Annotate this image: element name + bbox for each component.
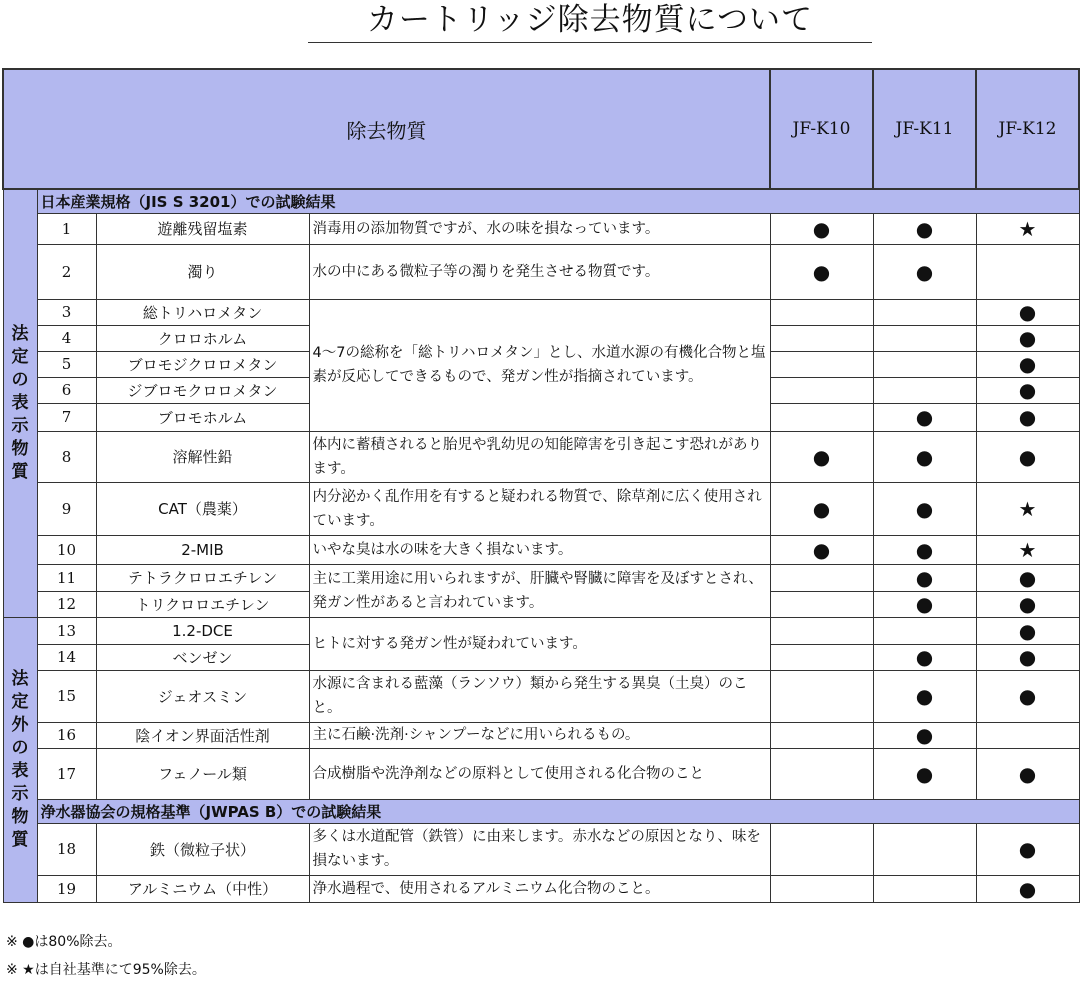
removal-mark-k12: [976, 244, 1079, 299]
side-label-text: 法定外の表示物質: [11, 668, 29, 850]
row-number: 10: [37, 535, 96, 564]
substance-description: 合成樹脂や洗浄剤などの原料として使用される化合物のこと: [309, 748, 770, 799]
substance-description: いやな臭は水の味を大きく損ないます。: [309, 535, 770, 564]
removal-substances-table: [2, 68, 1080, 903]
removal-mark-k11-circle-icon: ●: [873, 535, 976, 564]
removal-mark-k12-circle-icon: ●: [976, 875, 1079, 902]
removal-mark-k12-circle-icon: ●: [976, 299, 1079, 325]
table-row: [3, 299, 1079, 325]
removal-mark-k10: [770, 875, 873, 902]
note-circle: ※ ●は80%除去。: [6, 934, 122, 950]
header-model-k11: JF-K11: [873, 69, 976, 189]
row-number: 7: [37, 403, 96, 431]
removal-mark-k10-circle-icon: ●: [770, 244, 873, 299]
removal-mark-k12-circle-icon: ●: [976, 403, 1079, 431]
removal-mark-k10: [770, 748, 873, 799]
substance-name: ジブロモクロロメタン: [96, 377, 309, 403]
removal-mark-k11-circle-icon: ●: [873, 644, 976, 670]
removal-mark-k12-star-icon: ★: [976, 535, 1079, 564]
row-number: 15: [37, 670, 96, 722]
substance-name: 遊離残留塩素: [96, 213, 309, 244]
removal-mark-k12-circle-icon: ●: [976, 325, 1079, 351]
removal-mark-k11: [873, 325, 976, 351]
substance-description: 主に工業用途に用いられますが、肝臓や腎臓に障害を及ぼすとされ、発ガン性があると言われています。: [309, 564, 770, 617]
removal-mark-k11-circle-icon: ●: [873, 591, 976, 617]
removal-mark-k10: [770, 670, 873, 722]
table-row: [3, 431, 1079, 482]
table-row: [3, 482, 1079, 535]
substance-name: 陰イオン界面活性剤: [96, 722, 309, 748]
substance-description: 4〜7の総称を「総トリハロメタン」とし、水道水源の有機化合物と塩素が反応してできるもので、発ガン性が指摘されています。: [309, 299, 770, 431]
substance-name: 溶解性鉛: [96, 431, 309, 482]
header-substances: 除去物質: [3, 69, 770, 189]
table-row: [3, 564, 1079, 591]
table-header: [3, 69, 1079, 189]
removal-mark-k10: [770, 351, 873, 377]
removal-mark-k10: [770, 644, 873, 670]
row-number: 13: [37, 617, 96, 644]
row-number: 1: [37, 213, 96, 244]
removal-mark-k11-circle-icon: ●: [873, 403, 976, 431]
substance-name: フェノール類: [96, 748, 309, 799]
substance-name: アルミニウム（中性）: [96, 875, 309, 902]
removal-mark-k10: [770, 377, 873, 403]
table-row: [3, 875, 1079, 902]
row-number: 18: [37, 823, 96, 875]
removal-mark-k12-circle-icon: ●: [976, 351, 1079, 377]
header-model-k10: JF-K10: [770, 69, 873, 189]
removal-mark-k10: [770, 325, 873, 351]
removal-mark-k12-circle-icon: ●: [976, 431, 1079, 482]
removal-mark-k10: [770, 564, 873, 591]
removal-mark-k11-circle-icon: ●: [873, 670, 976, 722]
removal-mark-k11: [873, 617, 976, 644]
table-row: [3, 213, 1079, 244]
substance-name: 濁り: [96, 244, 309, 299]
removal-mark-k12-circle-icon: ●: [976, 617, 1079, 644]
substance-description: 多くは水道配管（鉄管）に由来します。赤水などの原因となり、味を損ないます。: [309, 823, 770, 875]
row-number: 3: [37, 299, 96, 325]
removal-mark-k11: [873, 823, 976, 875]
side-label: [3, 189, 37, 617]
row-number: 5: [37, 351, 96, 377]
removal-mark-k12-star-icon: ★: [976, 213, 1079, 244]
section-title: 浄水器協会の規格基準（JWPAS B）での試験結果: [37, 799, 1079, 823]
table-row: [3, 535, 1079, 564]
table-row: [3, 722, 1079, 748]
substance-description: 浄水過程で、使用されるアルミニウム化合物のこと。: [309, 875, 770, 902]
substance-name: 総トリハロメタン: [96, 299, 309, 325]
row-number: 2: [37, 244, 96, 299]
substance-name: ブロモホルム: [96, 403, 309, 431]
substance-description: 主に石鹸·洗剤·シャンプーなどに用いられるもの。: [309, 722, 770, 748]
removal-mark-k10: [770, 403, 873, 431]
removal-mark-k10-circle-icon: ●: [770, 431, 873, 482]
substance-description: 消毒用の添加物質ですが、水の味を損なっています。: [309, 213, 770, 244]
removal-mark-k12-circle-icon: ●: [976, 377, 1079, 403]
substance-name: 2-MIB: [96, 535, 309, 564]
removal-mark-k12-star-icon: ★: [976, 482, 1079, 535]
row-number: 4: [37, 325, 96, 351]
substance-name: CAT（農薬）: [96, 482, 309, 535]
removal-mark-k12-circle-icon: ●: [976, 591, 1079, 617]
removal-mark-k11-circle-icon: ●: [873, 722, 976, 748]
row-number: 8: [37, 431, 96, 482]
removal-mark-k10-circle-icon: ●: [770, 482, 873, 535]
removal-mark-k10: [770, 823, 873, 875]
table-row: [3, 670, 1079, 722]
substance-name: ジェオスミン: [96, 670, 309, 722]
substance-name: クロロホルム: [96, 325, 309, 351]
removal-mark-k10: [770, 299, 873, 325]
table-row: [3, 244, 1079, 299]
substance-name: 1.2-DCE: [96, 617, 309, 644]
row-number: 19: [37, 875, 96, 902]
row-number: 11: [37, 564, 96, 591]
removal-mark-k11-circle-icon: ●: [873, 213, 976, 244]
row-number: 12: [37, 591, 96, 617]
removal-mark-k10-circle-icon: ●: [770, 213, 873, 244]
substance-name: 鉄（微粒子状）: [96, 823, 309, 875]
note-star: ※ ★は自社基準にて95%除去。: [6, 962, 206, 978]
table-row: [3, 823, 1079, 875]
removal-mark-k12: [976, 722, 1079, 748]
substance-description: 内分泌かく乱作用を有すると疑われる物質で、除草剤に広く使用されています。: [309, 482, 770, 535]
removal-mark-k11-circle-icon: ●: [873, 431, 976, 482]
substance-name: ブロモジクロロメタン: [96, 351, 309, 377]
removal-mark-k11: [873, 299, 976, 325]
removal-mark-k11-circle-icon: ●: [873, 748, 976, 799]
removal-mark-k11-circle-icon: ●: [873, 482, 976, 535]
removal-mark-k12-circle-icon: ●: [976, 644, 1079, 670]
side-label: [3, 617, 37, 902]
row-number: 9: [37, 482, 96, 535]
substance-description: ヒトに対する発ガン性が疑われています。: [309, 617, 770, 670]
header-model-k12: JF-K12: [976, 69, 1079, 189]
substance-description: 水の中にある微粒子等の濁りを発生させる物質です。: [309, 244, 770, 299]
substance-description: 水源に含まれる藍藻（ランソウ）類から発生する異臭（土臭）のこと。: [309, 670, 770, 722]
removal-mark-k11-circle-icon: ●: [873, 244, 976, 299]
page-title: カートリッジ除去物質について: [308, 0, 872, 43]
removal-mark-k11: [873, 377, 976, 403]
section-header-row: [3, 799, 1079, 823]
table-row: [3, 748, 1079, 799]
removal-mark-k12-circle-icon: ●: [976, 748, 1079, 799]
removal-mark-k10: [770, 617, 873, 644]
removal-mark-k10-circle-icon: ●: [770, 535, 873, 564]
table-row: [3, 617, 1079, 644]
removal-mark-k12-circle-icon: ●: [976, 823, 1079, 875]
removal-mark-k11: [873, 351, 976, 377]
row-number: 17: [37, 748, 96, 799]
substance-name: ベンゼン: [96, 644, 309, 670]
section-title: 日本産業規格（JIS S 3201）での試験結果: [37, 189, 1079, 213]
removal-mark-k11-circle-icon: ●: [873, 564, 976, 591]
substance-description: 体内に蓄積されると胎児や乳幼児の知能障害を引き起こす恐れがあります。: [309, 431, 770, 482]
row-number: 14: [37, 644, 96, 670]
substance-name: テトラクロロエチレン: [96, 564, 309, 591]
removal-mark-k12-circle-icon: ●: [976, 564, 1079, 591]
removal-mark-k10: [770, 591, 873, 617]
substance-name: トリクロロエチレン: [96, 591, 309, 617]
removal-mark-k12-circle-icon: ●: [976, 670, 1079, 722]
removal-mark-k11: [873, 875, 976, 902]
section-header-row: [3, 189, 1079, 213]
removal-mark-k10: [770, 722, 873, 748]
row-number: 16: [37, 722, 96, 748]
side-label-text: 法定の表示物質: [11, 323, 29, 482]
row-number: 6: [37, 377, 96, 403]
